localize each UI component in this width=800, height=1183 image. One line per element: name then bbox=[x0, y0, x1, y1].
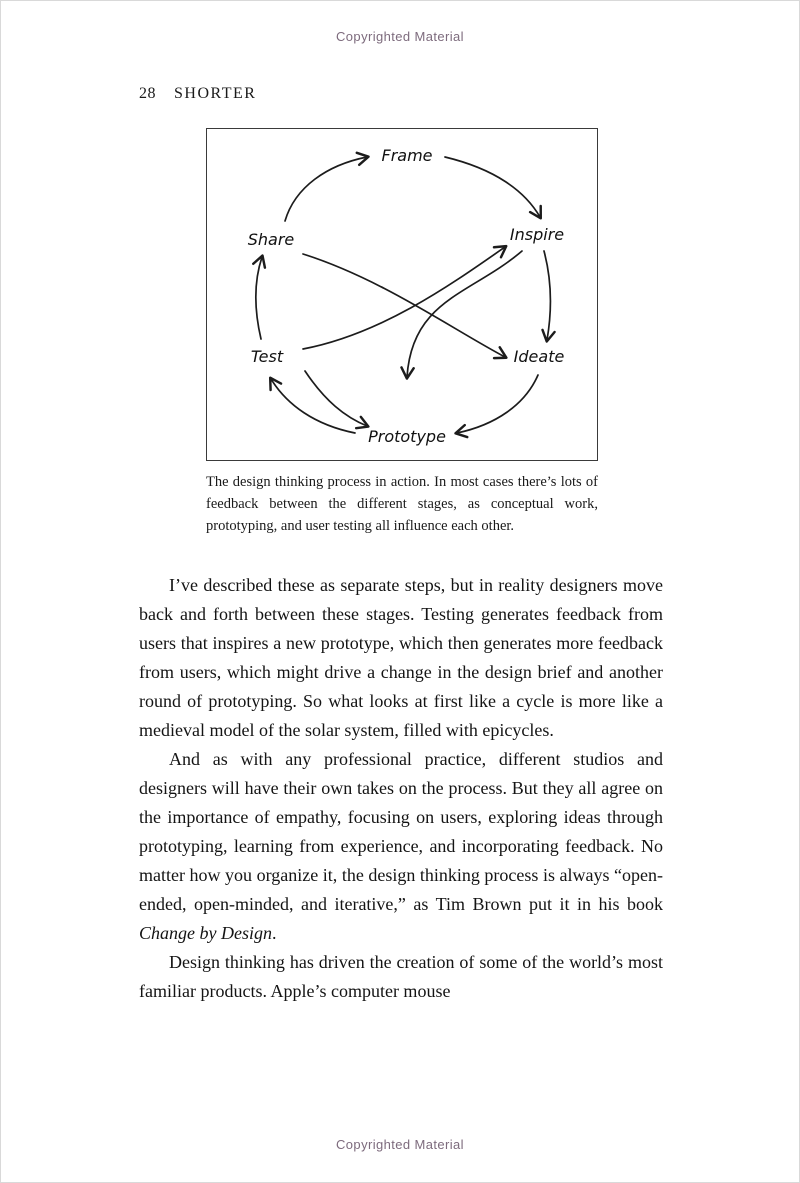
arrow-inspire-prototype bbox=[407, 251, 522, 377]
arrow-test-share bbox=[256, 257, 262, 339]
copyright-notice-bottom: Copyrighted Material bbox=[336, 1137, 464, 1152]
paragraph-2-text: And as with any professional practice, different studios and designers will have their own takes on the process. But they all agree on the importance of empathy, focusing on users, exploring ideas through prototyping, learning from experience, and incorporating feedback. No matter how you organize it, the design thinking process is always “open-ended, open-minded, and iterative,” as Tim Brown put it in his book bbox=[139, 749, 663, 914]
paragraph-2 bbox=[139, 745, 663, 948]
paragraph-2-period: . bbox=[271, 923, 277, 943]
design-thinking-diagram bbox=[206, 128, 598, 461]
arrow-share-frame bbox=[285, 157, 367, 221]
page-number: 28 bbox=[139, 85, 156, 102]
arrow-prototype-test bbox=[271, 379, 355, 433]
diagram-arrows bbox=[207, 129, 597, 460]
body-text bbox=[139, 571, 663, 1006]
arrow-ideate-prototype bbox=[457, 375, 538, 433]
diagram-node-test: Test bbox=[250, 347, 284, 366]
diagram-node-ideate: Ideate bbox=[513, 347, 565, 366]
book-title: SHORTER bbox=[174, 85, 257, 102]
running-header bbox=[139, 85, 256, 103]
arrow-inspire-ideate bbox=[544, 251, 550, 340]
diagram-node-prototype: Prototype bbox=[368, 427, 446, 446]
paragraph-1: I’ve described these as separate steps, but in reality designers move back and forth between these stages. Testing generates feedback from users that inspires a new prototype, which then generates more feedback from users, which might drive a change in the design brief and another round of prototyping. So what looks at first like a cycle is more like a medieval model of the solar system, filled with epicycles. bbox=[139, 575, 663, 740]
book-title-reference: Change by Design bbox=[139, 923, 272, 943]
paragraph-3: Design thinking has driven the creation of some of the world’s most familiar products. Apple’s computer mouse bbox=[139, 952, 663, 1001]
diagram-node-share: Share bbox=[247, 230, 295, 249]
diagram-node-frame: Frame bbox=[381, 146, 433, 165]
arrow-test-prototype bbox=[305, 371, 367, 426]
arrow-test-inspire bbox=[303, 247, 505, 349]
copyright-notice-top: Copyrighted Material bbox=[336, 29, 464, 44]
diagram-node-inspire: Inspire bbox=[509, 225, 565, 244]
figure-caption: The design thinking process in action. In most cases there’s lots of feedback between the different stages, as conceptual work, prototyping, and user testing all influence each other. bbox=[206, 474, 598, 534]
arrow-frame-inspire bbox=[445, 157, 540, 217]
